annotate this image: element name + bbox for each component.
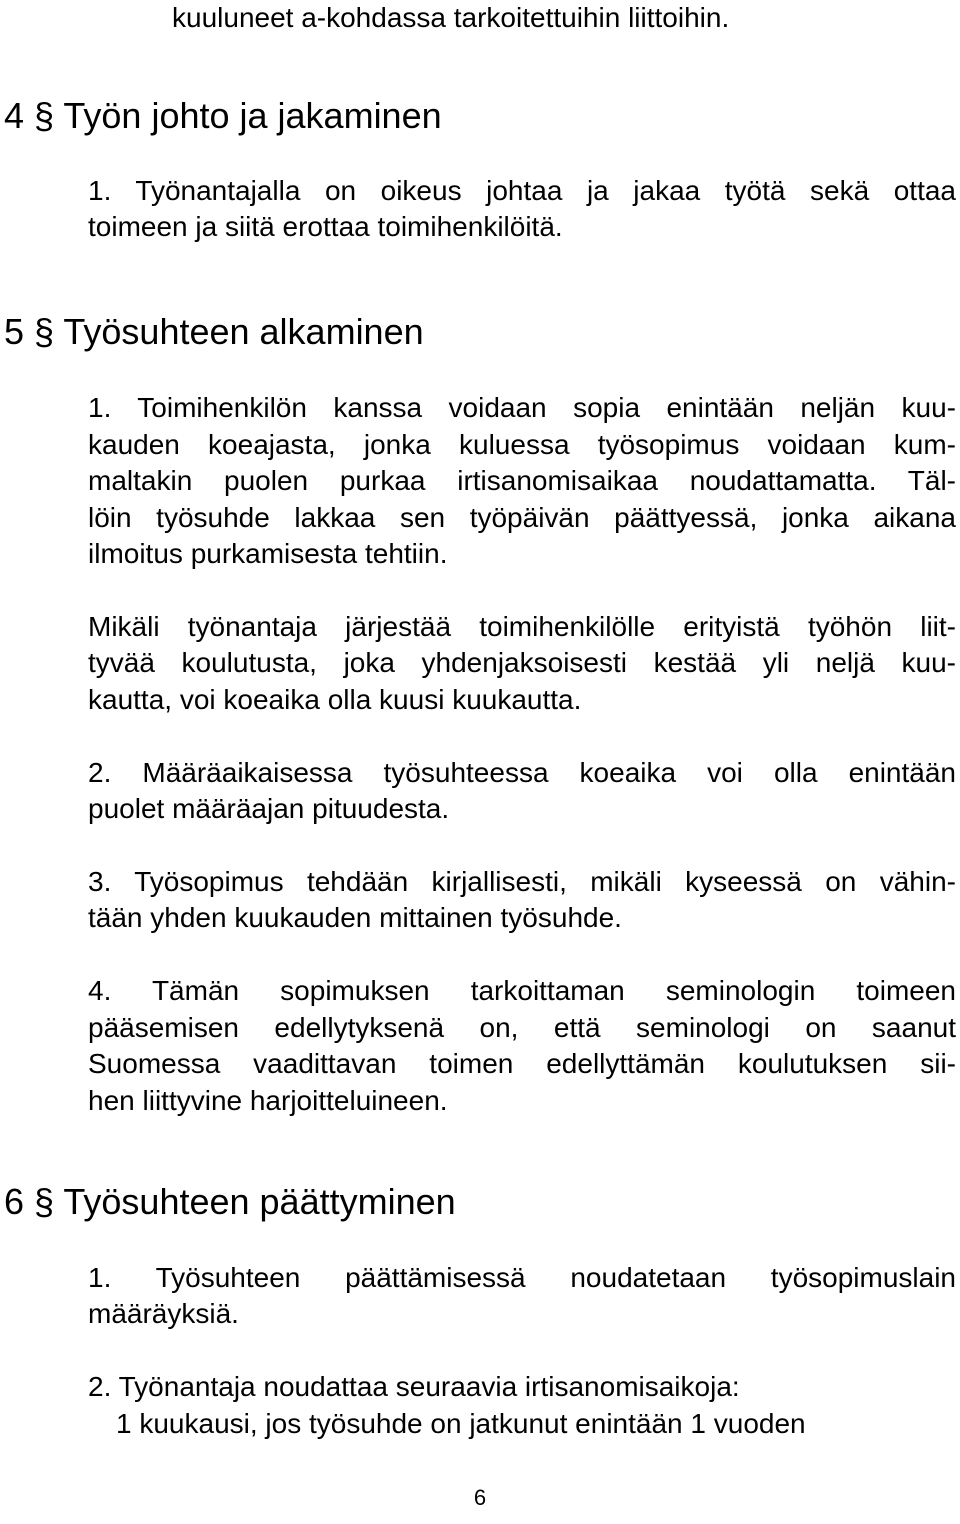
section-6-p1-line-2: määräyksiä.	[88, 1298, 239, 1329]
section-5-p1-line-3: maltakin puolen purkaa irtisanomisaikaa noudattamatta. Täl-	[88, 465, 956, 496]
section-5-p2-line-1: Mikäli työnantaja järjestää toimihenkilölle erityistä työhön liit-	[88, 611, 956, 642]
section-5-p2-line-2: tyvää koulutusta, joka yhdenjaksoisesti kestää yli neljä kuu-	[88, 647, 956, 678]
section-5-p1-line-5: ilmoitus purkamisesta tehtiin.	[88, 538, 448, 569]
section-5-p5-line-1: 4. Tämän sopimuksen tarkoittaman seminologin toimeen	[88, 975, 956, 1006]
section-5-p1-line-1: 1. Toimihenkilön kanssa voidaan sopia enintään neljän kuu-	[88, 392, 956, 423]
section-5-p3-line-1: 2. Määräaikaisessa työsuhteessa koeaika voi olla enintään	[88, 757, 956, 788]
page-number: 6	[473, 1485, 487, 1510]
section-4-p1-line-2: toimeen ja siitä erottaa toimihenkilöitä.	[88, 211, 563, 242]
section-5-p1-line-2: kauden koeajasta, jonka kuluessa työsopimus voidaan kum-	[88, 429, 956, 460]
section-5-p4-line-1: 3. Työsopimus tehdään kirjallisesti, mikäli kyseessä on vähin-	[88, 866, 956, 897]
section-6-p2-line-1: 2. Työnantaja noudattaa seuraavia irtisanomisaikoja:	[88, 1371, 740, 1402]
section-5-p5-line-4: hen liittyvine harjoitteluineen.	[88, 1085, 448, 1116]
section-4-heading: 4 § Työn johto ja jakaminen	[4, 95, 442, 136]
section-5-p4-line-2: tään yhden kuukauden mittainen työsuhde.	[88, 902, 622, 933]
intro-line: kuuluneet a-kohdassa tarkoitettuihin liittoihin.	[172, 2, 730, 33]
section-5-p5-line-2: pääsemisen edellytyksenä on, että seminologi on saanut	[88, 1012, 956, 1043]
section-5-heading: 5 § Työsuhteen alkaminen	[4, 311, 424, 352]
section-5-p3-line-2: puolet määräajan pituudesta.	[88, 793, 450, 824]
section-6-p2-line-2: 1 kuukausi, jos työsuhde on jatkunut enintään 1 vuoden	[116, 1408, 806, 1439]
section-6-p1-line-1: 1. Työsuhteen päättämisessä noudatetaan työsopimuslain	[88, 1262, 956, 1293]
section-6-heading: 6 § Työsuhteen päättyminen	[4, 1181, 456, 1222]
section-5-p1-line-4: löin työsuhde lakkaa sen työpäivän päättyessä, jonka aikana	[88, 502, 956, 533]
section-4-p1-line-1: 1. Työnantajalla on oikeus johtaa ja jakaa työtä sekä ottaa	[88, 175, 956, 206]
section-5-p5-line-3: Suomessa vaadittavan toimen edellyttämän koulutuksen sii-	[88, 1048, 956, 1079]
section-5-p2-line-3: kautta, voi koeaika olla kuusi kuukautta.	[88, 684, 582, 715]
